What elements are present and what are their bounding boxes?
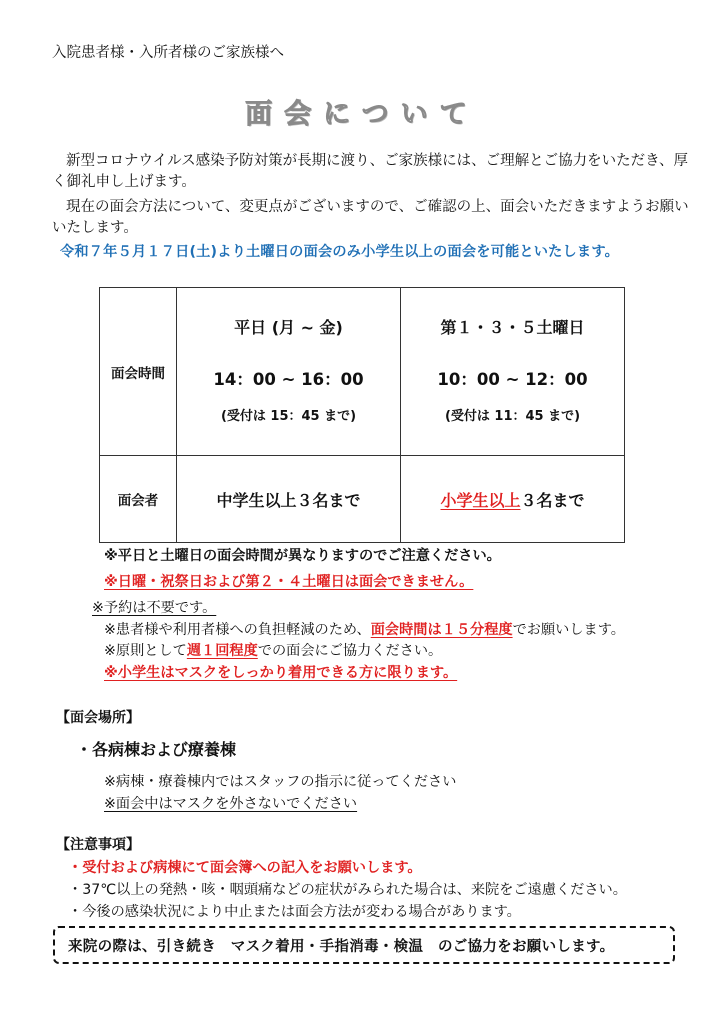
place-heading: 【面会場所】 (56, 710, 140, 726)
saturday-visitors-rest: ３名まで (520, 490, 585, 510)
note-visit-duration-a: ※患者様や利用者様への負担軽減のため、 (104, 622, 371, 638)
page-title: 面会について (245, 99, 479, 130)
addressee: 入院患者様・入所者様のご家族様へ (52, 45, 284, 61)
place-note-mask: ※面会中はマスクを外さないでください (104, 796, 358, 812)
intro-paragraph-2 (52, 197, 690, 238)
intro-text-1: 新型コロナウイルス感染予防対策が長期に渡り、ご家族様には、ご理解とご協力をいただき、厚く御礼申し上げます。 (52, 153, 689, 190)
note-different-hours: ※平日と土曜日の面会時間が異なりますのでご注意ください。 (104, 548, 501, 564)
saturday-time: 10：00 ~ 12：00 (437, 369, 588, 389)
weekday-reception: (受付は 15：45 まで) (220, 409, 357, 425)
intro-paragraph-1 (52, 151, 690, 192)
saturday-label: 第１・３・５土曜日 (440, 317, 585, 337)
visitors-label: 面会者 (100, 456, 177, 543)
visiting-hours-table (99, 287, 625, 543)
saturday-hours-cell (401, 288, 625, 456)
note-visit-frequency-c: での面会にご協力ください。 (257, 643, 443, 659)
saturday-change-notice: 令和７年５月１７日(土)より土曜日の面会のみ小学生以上の面会を可能といたします。 (60, 244, 619, 260)
note-no-visit-days: ※日曜・祝祭日および第２・４土曜日は面会できません。 (104, 574, 474, 590)
note-visit-frequency (104, 640, 442, 660)
weekday-time: 14：00 ~ 16：00 (213, 369, 364, 389)
note-no-reservation: ※予約は不要です。 (92, 600, 217, 616)
note-visit-duration-highlight: 面会時間は１５分程度 (370, 622, 513, 638)
place-item: ・各病棟および療養棟 (76, 740, 237, 759)
note-visit-duration (104, 619, 625, 639)
saturday-visitors-highlight: 小学生以上 (440, 490, 521, 510)
saturday-visitors (401, 456, 625, 543)
weekday-label: 平日 (月 ~ 金) (234, 317, 343, 337)
intro-text-2: 現在の面会方法について、変更点がございますので、ご確認の上、面会いただきますようお願いいたします。 (52, 199, 689, 236)
note-visit-frequency-a: ※原則として (104, 643, 187, 659)
note-visit-duration-c: でお願いします。 (512, 622, 625, 638)
weekday-visitors: 中学生以上３名まで (177, 456, 401, 543)
weekday-hours-cell (177, 288, 401, 456)
place-note-staff: ※病棟・療養棟内ではスタッフの指示に従ってください (104, 774, 457, 790)
caution-changes: ・今後の感染状況により中止または面会方法が変わる場合があります。 (68, 904, 521, 920)
caution-symptoms: ・37℃以上の発熱・咳・咽頭痛などの症状がみられた場合は、来院をご遠慮ください。 (68, 882, 627, 898)
caution-register: ・受付および病棟にて面会簿への記入をお願いします。 (68, 860, 422, 876)
caution-heading: 【注意事項】 (56, 837, 140, 853)
visiting-hours-label: 面会時間 (100, 288, 177, 456)
closing-message: 来院の際は、引き続き マスク着用・手指消毒・検温 のご協力をお願いします。 (68, 939, 615, 955)
saturday-reception: (受付は 11：45 まで) (444, 409, 581, 425)
note-children-mask: ※小学生はマスクをしっかり着用できる方に限ります。 (104, 665, 458, 681)
note-visit-frequency-highlight: 週１回程度 (186, 643, 258, 659)
